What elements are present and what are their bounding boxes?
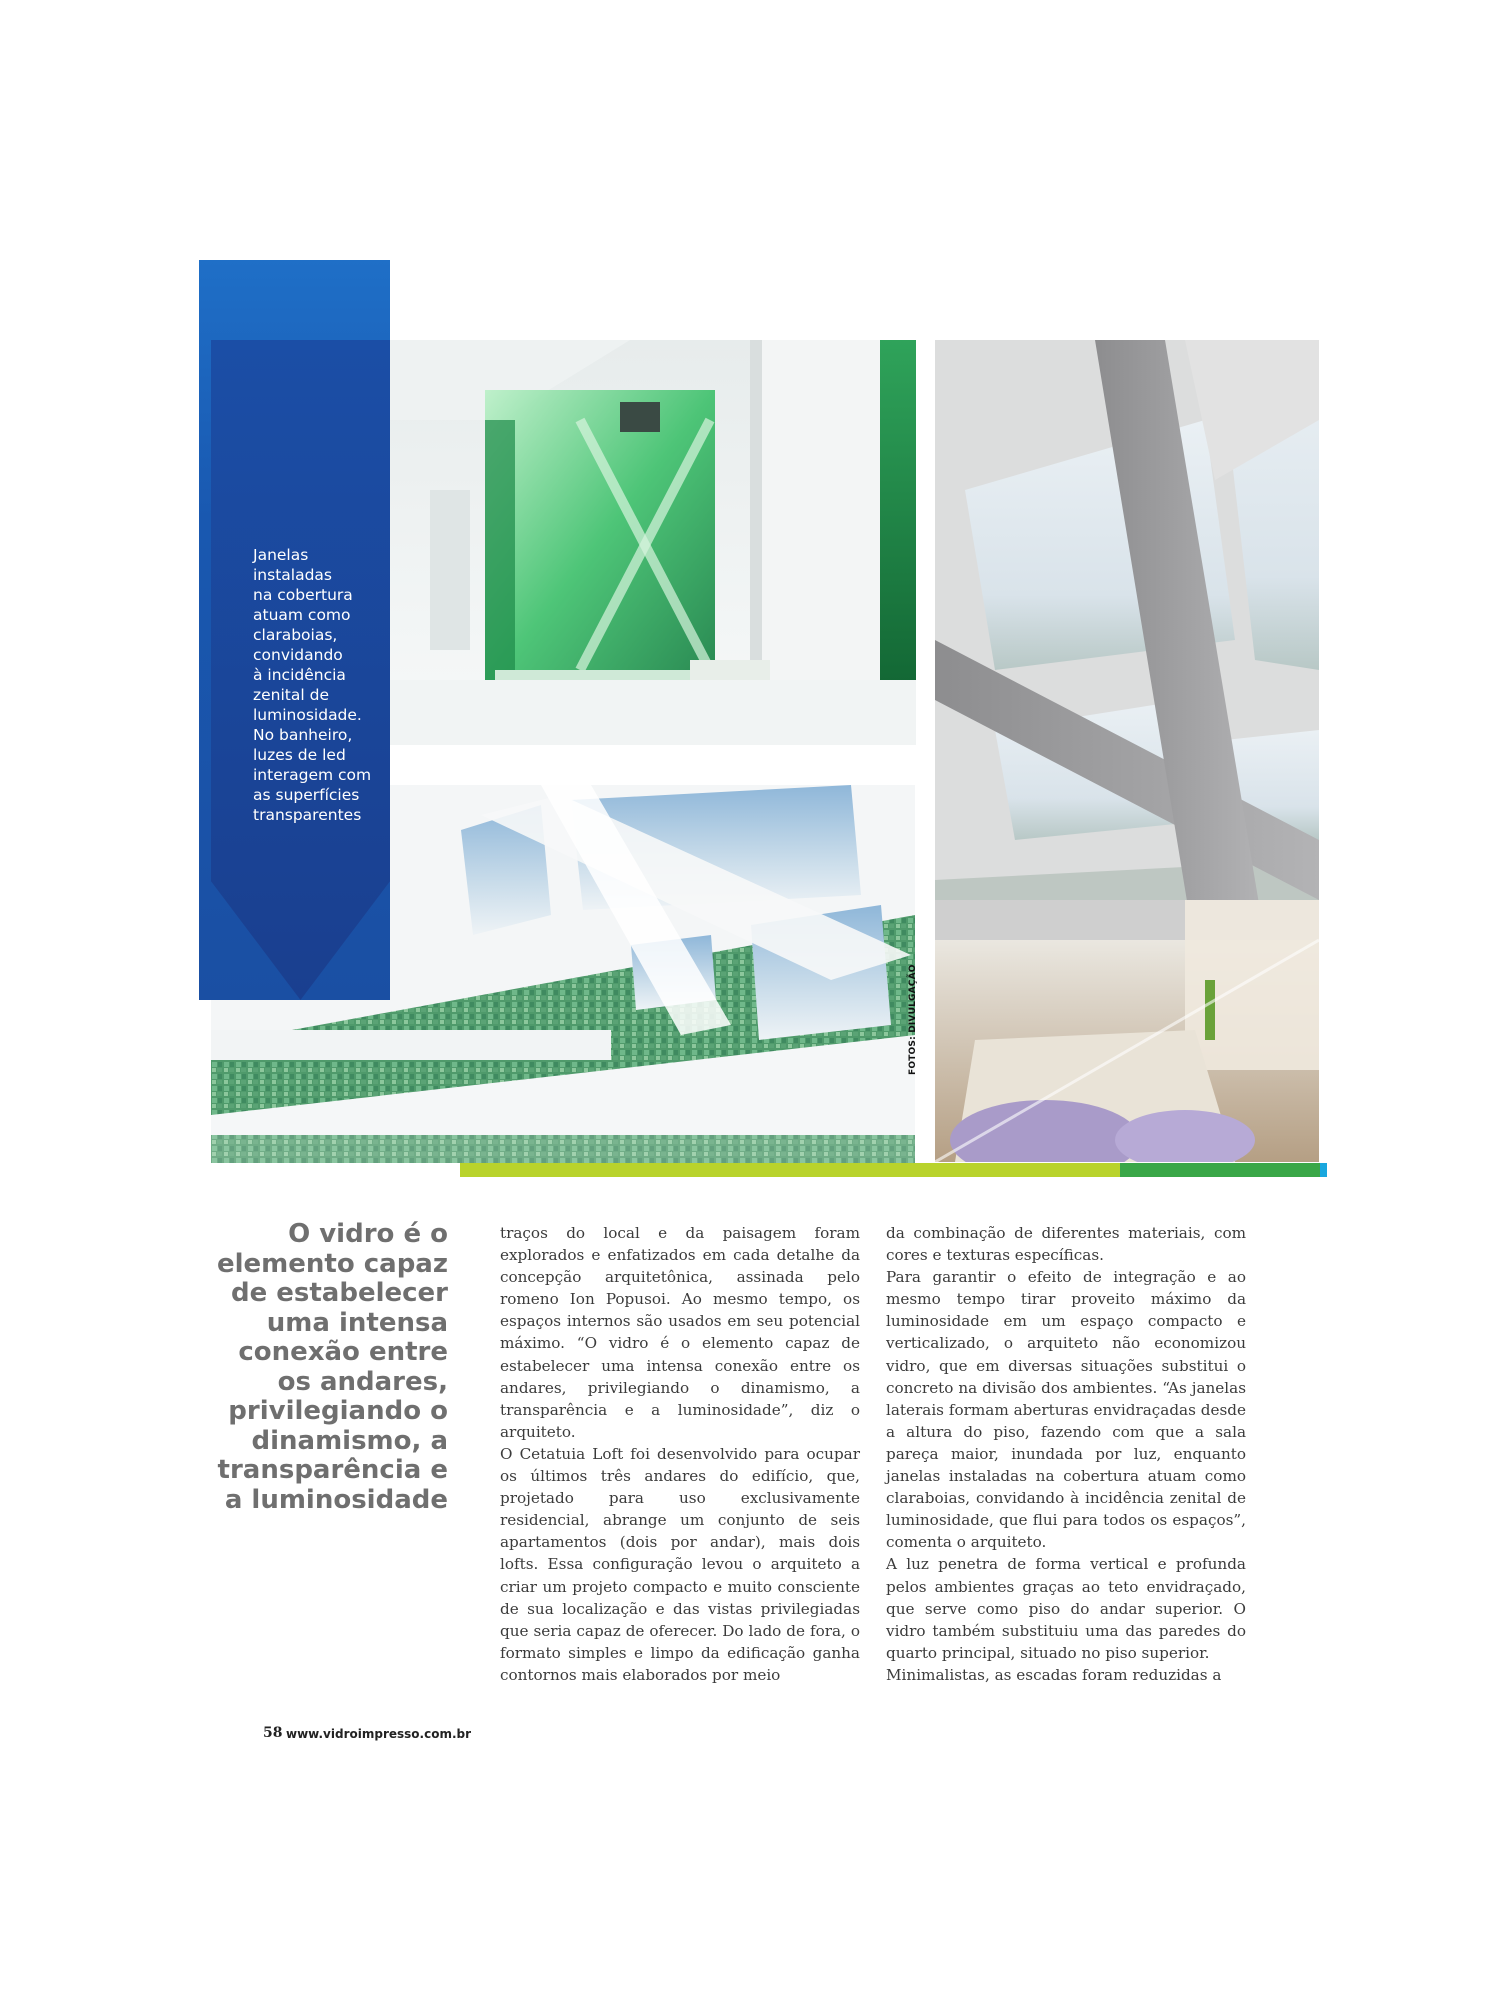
footer-website-link[interactable]: www.vidroimpresso.com.br [286,1727,472,1741]
column-1-paragraph-1: traços do local e da paisagem foram explorados e enfatizados em cada detalhe da concepção arquitetônica, assinada pelo romeno Ion Popusoi. Ao mesmo tempo, os espaços internos são usados em seu potencial máximo. “O vidro é o elemento capaz de estabelecer uma intensa conexão entre os andares, privilegiando o dinamismo, a transparência e a luminosidade”, diz o arquiteto. [500,1224,860,1441]
divider-rule-cyan [1320,1163,1327,1177]
page-number: 58 [263,1725,283,1741]
photo-credit: FOTOS: DIVULGAÇÃO [908,964,918,1075]
pull-quote: O vidro é o elemento capaz de estabelecer uma intensa conexão entre os andares, privilegiando o dinamismo, a transparência e a luminosidade [216,1219,448,1515]
photo-green-bathroom-shower [390,340,916,745]
photo-skylights-staircase [935,340,1319,1162]
photo-caption: Janelas instaladas na cobertura atuam como claraboias, convidando à incidência zenital de luminosidade. No banheiro, luzes de led interagem com as superfícies transparentes [253,546,372,824]
column-1-paragraph-2: O Cetatuia Loft foi desenvolvido para ocupar os últimos três andares do edifício, que, projetado para uso exclusivamente residencial, abrange um conjunto de seis apartamentos (dois por andar), mais dois lofts. Essa configuração levou o arquiteto a criar um projeto compacto e muito consciente de sua localização e das vistas privilegiadas que seria capaz de oferecer. Do lado de fora, o formato simples e limpo da edificação ganha contornos mais elaborados por meio [500,1444,860,1684]
column-2-paragraph-2: Para garantir o efeito de integração e ao mesmo tempo tirar proveito máximo da luminosidade em um espaço compacto e verticalizado, o arquiteto não economizou vidro, que em diversas situações substitui o concreto na divisão dos ambientes. “As janelas laterais formam aberturas envidraçadas desde a altura do piso, fazendo com que a sala pareça maior, inundada por luz, enquanto janelas instaladas na cobertura atuam como claraboias, convidando à incidência zenital de luminosidade, que flui para todos os espaços”, comenta o arquiteto. [886,1268,1246,1552]
column-2-paragraph-3: A luz penetra de forma vertical e profunda pelos ambientes graças ao teto envidraçado, que serve como piso do andar superior. O vidro também substituiu uma das paredes do quarto principal, situado no piso superior. [886,1555,1246,1662]
column-2-paragraph-4: Minimalistas, as escadas foram reduzidas a [886,1665,1222,1684]
divider-rule-green [1120,1163,1320,1177]
article-column-2 [886,1222,1246,1686]
divider-rule-lime [460,1163,1120,1177]
column-2-paragraph-1: da combinação de diferentes materiais, com cores e texturas específicas. [886,1224,1246,1265]
article-column-1 [500,1222,860,1686]
